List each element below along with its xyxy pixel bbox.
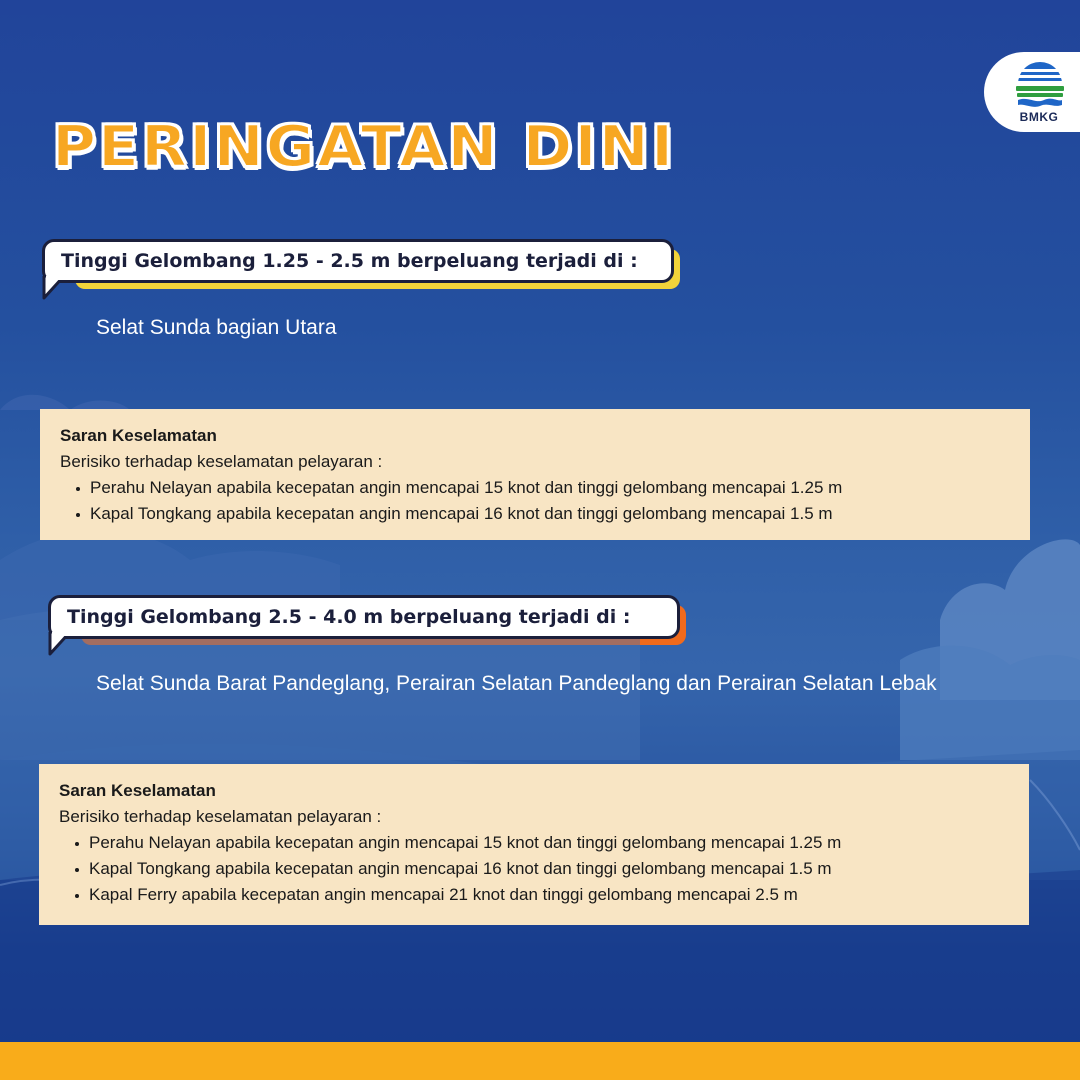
safety-title-1: Saran Keselamatan: [60, 426, 217, 445]
wave-height-bubble-2: [48, 595, 680, 639]
location-text-2: Selat Sunda Barat Pandeglang, Perairan Selatan Pandeglang dan Perairan Selatan Lebak: [96, 672, 937, 695]
bubble-tail-icon: [42, 276, 72, 302]
list-item: Kapal Tongkang apabila kecepatan angin mencapai 16 knot dan tinggi gelombang mencapai 1.5 m: [89, 856, 1009, 882]
safety-intro-2: Berisiko terhadap keselamatan pelayaran :: [59, 807, 382, 826]
wave-height-heading-1: Tinggi Gelombang 1.25 - 2.5 m berpeluang terjadi di :: [61, 250, 638, 272]
safety-intro-1: Berisiko terhadap keselamatan pelayaran :: [60, 452, 383, 471]
safety-panel-1: [40, 409, 1030, 540]
wave-height-heading-2: Tinggi Gelombang 2.5 - 4.0 m berpeluang terjadi di :: [67, 606, 631, 628]
bmkg-logo-text: BMKG: [1019, 110, 1059, 124]
bottom-bar: [0, 1042, 1080, 1080]
bubble-tail-icon: [48, 632, 78, 658]
safety-title-2: Saran Keselamatan: [59, 781, 216, 800]
page-title: PERINGATAN DINI: [52, 113, 676, 181]
safety-list-2: [59, 830, 1009, 908]
bmkg-emblem-icon: [1014, 60, 1066, 110]
list-item: Perahu Nelayan apabila kecepatan angin mencapai 15 knot dan tinggi gelombang mencapai 1.25 m: [89, 830, 1009, 856]
wave-height-bubble-1: [42, 239, 674, 283]
list-item: Kapal Tongkang apabila kecepatan angin mencapai 16 knot dan tinggi gelombang mencapai 1.5 m: [90, 501, 1010, 527]
list-item: Kapal Ferry apabila kecepatan angin mencapai 21 knot dan tinggi gelombang mencapai 2.5 m: [89, 882, 1009, 908]
list-item: Perahu Nelayan apabila kecepatan angin mencapai 15 knot dan tinggi gelombang mencapai 1.25 m: [90, 475, 1010, 501]
bmkg-logo: [984, 52, 1080, 132]
safety-panel-2: [39, 764, 1029, 925]
location-text-1: Selat Sunda bagian Utara: [96, 316, 337, 339]
safety-list-1: [60, 475, 1010, 527]
